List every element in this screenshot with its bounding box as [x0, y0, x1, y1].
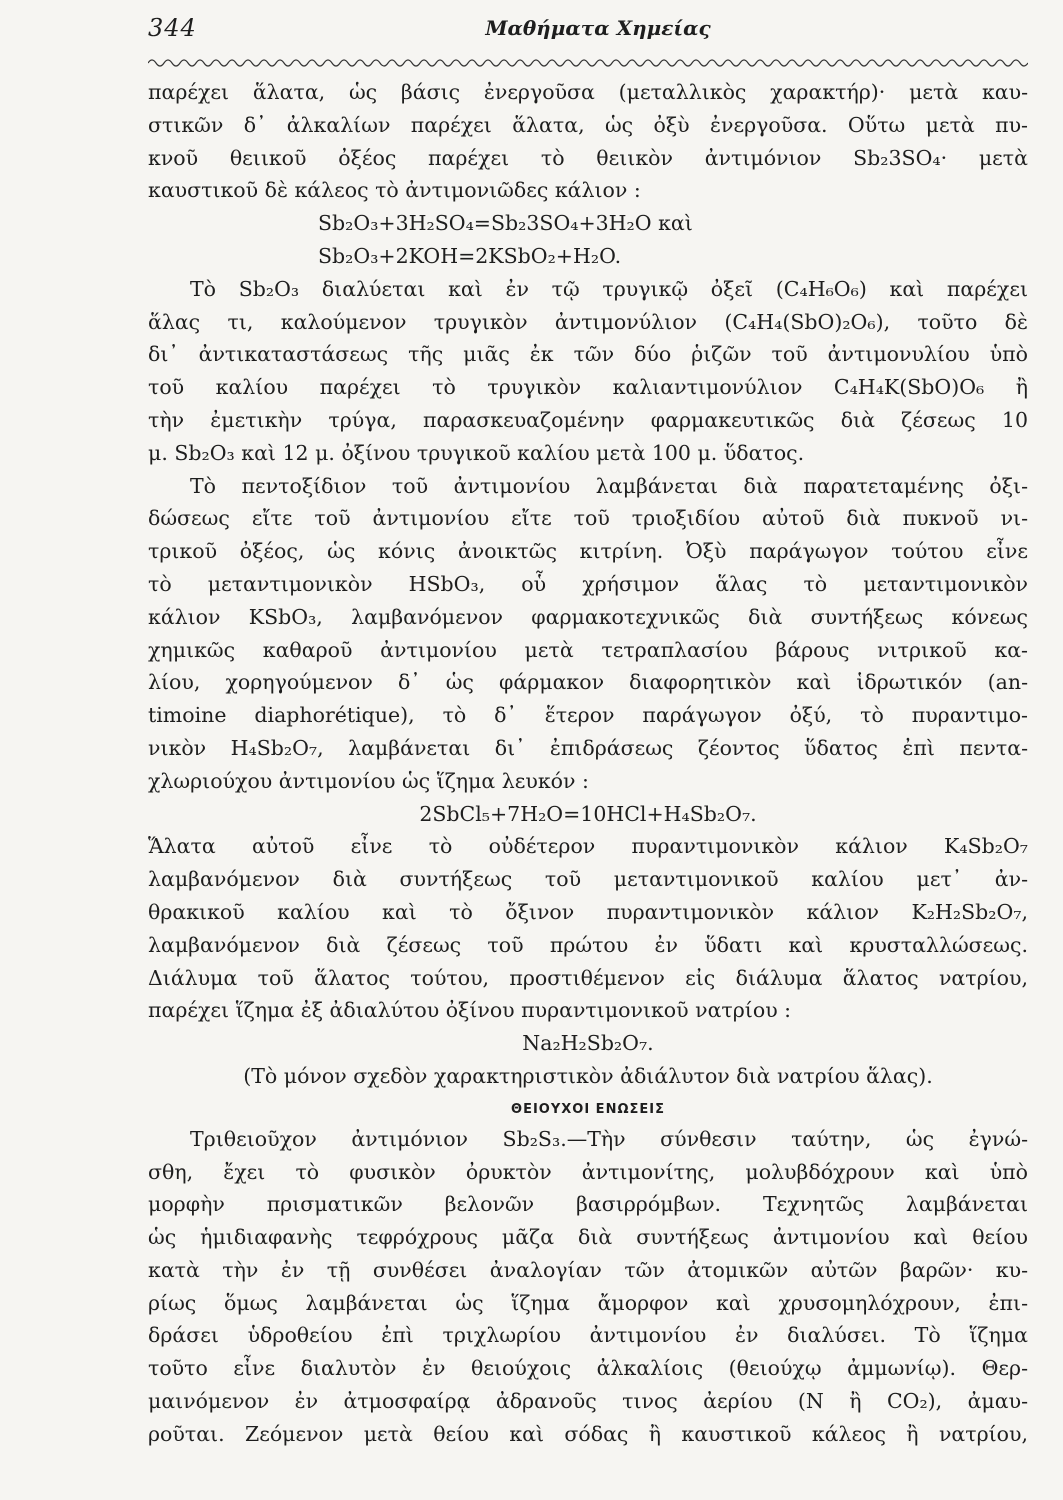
text-line: μ. Sb₂O₃ καὶ 12 μ. ὀξίνου τρυγικοῦ καλίου μετὰ 100 μ. ὕδατος.	[148, 440, 805, 465]
header-wavy-rule	[148, 56, 1028, 70]
text-line: ρίως ὅμως λαμβάνεται ὡς ἵζημα ἄμορφον καὶ χρυσομηλόχρουν, ἐπι-	[148, 1290, 1028, 1315]
body-text	[148, 76, 1028, 1451]
text-line: τοῦτο εἶνε διαλυτὸν ἐν θειούχοις ἀλκαλίοις (θειούχῳ ἀμμωνίῳ). Θερ-	[148, 1356, 1028, 1381]
text-line: σθη, ἔχει τὸ φυσικὸν ὀρυκτὸν ἀντιμονίτης, μολυβδόχρουν καὶ ὑπὸ	[148, 1159, 1028, 1184]
text-line: μαινόμενον ἐν ἀτμοσφαίρᾳ ἀδρανοῦς τινος ἀερίου (N ἢ CO₂), ἀμαυ-	[148, 1389, 1028, 1414]
text-line: τὸ μεταντιμονικὸν HSbO₃, οὗ χρήσιμον ἅλας τὸ μεταντιμονικὸν	[148, 571, 1028, 596]
formula-line: Na₂H₂Sb₂O₇.	[522, 1031, 654, 1056]
text-line: Διάλυμα τοῦ ἅλατος τούτου, προστιθέμενον εἰς διάλυμα ἅλατος νατρίου,	[148, 965, 1028, 990]
text-line: Τριθειοῦχον ἀντιμόνιον Sb₂S₃.—Τὴν σύνθεσιν ταύτην, ὡς ἐγνώ-	[190, 1126, 1028, 1151]
page-number: 344	[148, 14, 197, 42]
text-line: θρακικοῦ καλίου καὶ τὸ ὄξινον πυραντιμονικὸν κάλιον K₂H₂Sb₂O₇,	[148, 899, 1028, 924]
text-line: timoine diaphorétique), τὸ δ᾽ ἕτερον παράγωγον ὀξύ, τὸ πυραντιμο-	[148, 703, 1028, 728]
text-line: ἅλας τι, καλούμενον τρυγικὸν ἀντιμονύλιον (C₄H₄(SbO)₂O₆), τοῦτο δὲ	[148, 309, 1028, 334]
text-line: κατὰ τὴν ἐν τῇ συνθέσει ἀναλογίαν τῶν ἀτομικῶν αὐτῶν βαρῶν· κυ-	[148, 1257, 1028, 1282]
equation-line: Sb₂O₃+2KOH=2KSbO₂+H₂O.	[318, 243, 622, 268]
text-line: ροῦται. Ζεόμενον μετὰ θείου καὶ σόδας ἢ καυστικοῦ κάλεος ἢ νατρίου,	[148, 1421, 1028, 1446]
text-line: κάλιον KSbO₃, λαμβανόμενον φαρμακοτεχνικῶς διὰ συντήξεως κόνεως	[148, 604, 1028, 629]
text-line: λίου, χορηγούμενον δ᾽ ὡς φάρμακον διαφορητικὸν καὶ ἱδρωτικόν (an-	[148, 670, 1028, 695]
text-line: ὡς ἡμιδιαφανὴς τεφρόχρους μᾶζα διὰ συντήξεως ἀντιμονίου καὶ θείου	[148, 1225, 1028, 1250]
text-line: μορφὴν πρισματικῶν βελονῶν βασιρρόμβων. Τεχνητῶς λαμβάνεται	[148, 1192, 1028, 1217]
text-line: λαμβανόμενον διὰ συντήξεως τοῦ μεταντιμονικοῦ καλίου μετ᾽ ἀν-	[148, 867, 1028, 892]
text-line: δώσεως εἴτε τοῦ ἀντιμονίου εἴτε τοῦ τριοξιδίου αὐτοῦ διὰ πυκνοῦ νι-	[148, 506, 1028, 531]
text-line: λαμβανόμενον διὰ ζέσεως τοῦ πρώτου ἐν ὕδατι καὶ κρυσταλλώσεως.	[148, 932, 1028, 957]
page-header	[148, 10, 1028, 50]
text-line: δι᾽ ἀντικαταστάσεως τῆς μιᾶς ἐκ τῶν δύο ῥιζῶν τοῦ ἀντιμονυλίου ὑπὸ	[148, 342, 1028, 367]
text-line: τρικοῦ ὀξέος, ὡς κόνις ἀνοικτῶς κιτρίνη. Ὀξὺ παράγωγον τούτου εἶνε	[148, 539, 1028, 564]
text-line: τοῦ καλίου παρέχει τὸ τρυγικὸν καλιαντιμονύλιον C₄H₄K(SbO)O₆ ἢ	[148, 375, 1028, 400]
equation-line: 2SbCl₅+7H₂O=10HCl+H₄Sb₂O₇.	[419, 801, 757, 826]
text-line: καυστικοῦ δὲ κάλεος τὸ ἀντιμονιῶδες κάλιον :	[148, 178, 641, 203]
text-line: παρέχει ἵζημα ἐξ ἀδιαλύτου ὀξίνου πυραντιμονικοῦ νατρίου :	[148, 998, 792, 1023]
text-line: δράσει ὑδροθείου ἐπὶ τριχλωρίου ἀντιμονίου ἐν διαλύσει. Τὸ ἵζημα	[148, 1323, 1028, 1348]
text-line: Ἅλατα αὐτοῦ εἶνε τὸ οὐδέτερον πυραντιμονικὸν κάλιον K₄Sb₂O₇	[148, 834, 1028, 859]
text-line: στικῶν δ᾽ ἀλκαλίων παρέχει ἅλατα, ὡς ὀξὺ ἐνεργοῦσα. Οὕτω μετὰ πυ-	[148, 112, 1028, 137]
equation-line: Sb₂O₃+3H₂SO₄=Sb₂3SO₄+3H₂O καὶ	[318, 211, 693, 236]
text-line: κνοῦ θειικοῦ ὀξέος παρέχει τὸ θειικὸν ἀντιμόνιον Sb₂3SO₄· μετὰ	[148, 145, 1028, 170]
text-line: παρέχει ἅλατα, ὡς βάσις ἐνεργοῦσα (μεταλλικὸς χαρακτήρ)· μετὰ καυ-	[148, 80, 1028, 104]
text-line: Τὸ πεντοξίδιον τοῦ ἀντιμονίου λαμβάνεται διὰ παρατεταμένης ὀξι-	[190, 473, 1028, 498]
text-line: (Τὸ μόνον σχεδὸν χαρακτηριστικὸν ἀδιάλυτον διὰ νατρίου ἅλας).	[243, 1063, 933, 1088]
text-line: τὴν ἐμετικὴν τρύγα, παρασκευαζομένην φαρμακευτικῶς διὰ ζέσεως 10	[148, 407, 1028, 432]
text-line: χλωριούχου ἀντιμονίου ὡς ἵζημα λευκόν :	[148, 768, 589, 793]
running-title: Μαθήματα Χημείας	[485, 16, 711, 40]
section-heading: ΘΕΙΟΥΧΟΙ ΕΝΩΣΕΙΣ	[511, 1101, 665, 1117]
text-line: Τὸ Sb₂O₃ διαλύεται καὶ ἐν τῷ τρυγικῷ ὀξεῖ (C₄H₆O₆) καὶ παρέχει	[190, 276, 1028, 301]
text-line: χημικῶς καθαροῦ ἀντιμονίου μετὰ τετραπλασίου βάρους νιτρικοῦ κα-	[148, 637, 1028, 662]
text-line: νικὸν H₄Sb₂O₇, λαμβάνεται δι᾽ ἐπιδράσεως ζέοντος ὕδατος ἐπὶ πεντα-	[148, 735, 1028, 760]
